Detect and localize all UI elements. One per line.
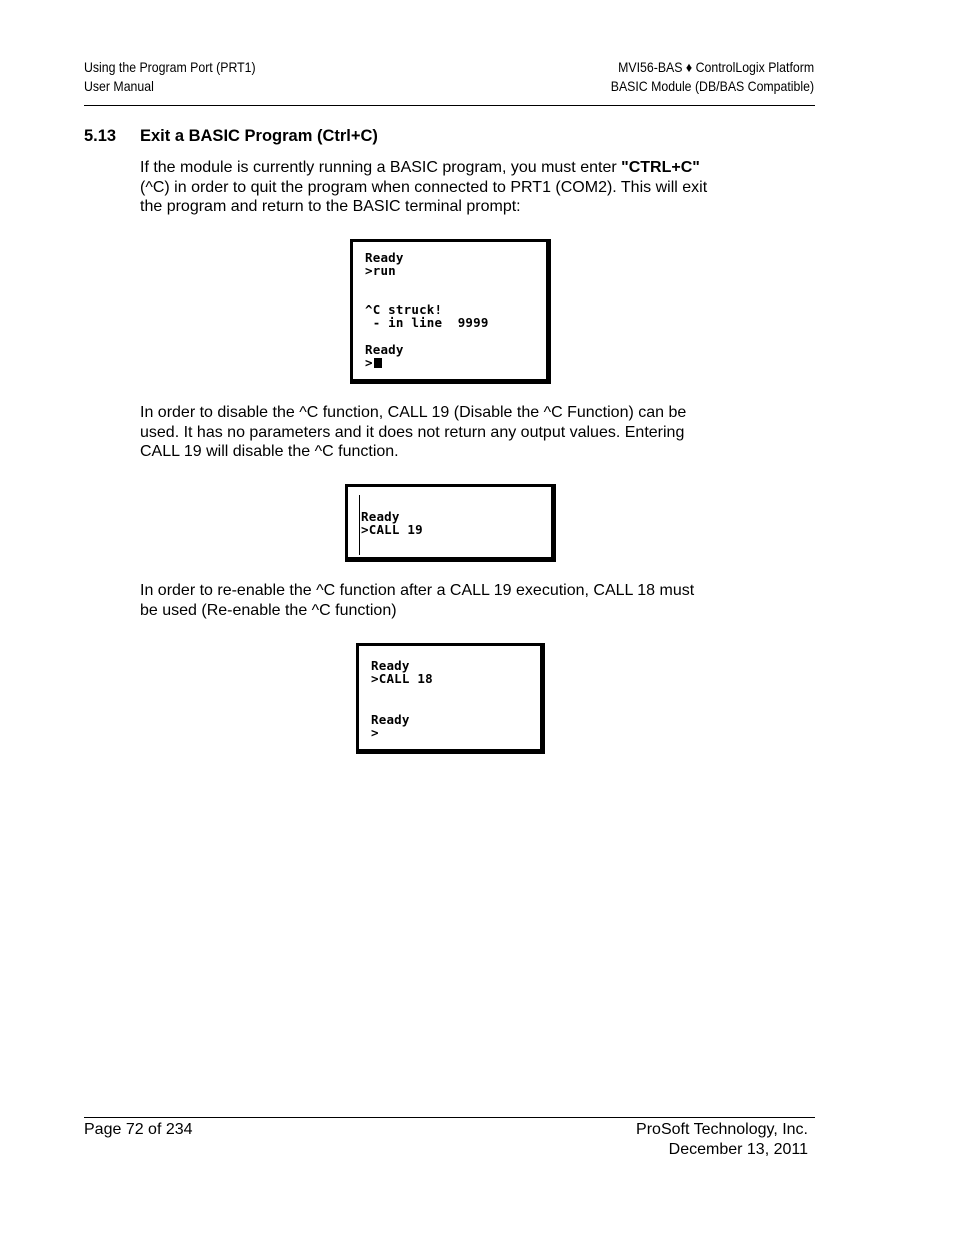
terminal1-line: Ready xyxy=(365,250,404,265)
footer-left xyxy=(84,1120,193,1140)
header-chapter: Using the Program Port (PRT1) xyxy=(84,59,256,75)
terminal3-line: Ready xyxy=(371,712,410,727)
footer-right xyxy=(636,1120,808,1159)
terminal3-line: Ready xyxy=(371,658,410,673)
cursor-block-icon xyxy=(374,358,382,368)
terminal-screenshot-call-19 xyxy=(345,484,556,562)
terminal1-prompt-symbol: > xyxy=(365,355,373,370)
section-title: Exit a BASIC Program (Ctrl+C) xyxy=(140,127,378,145)
terminal-screenshot-call-18 xyxy=(356,643,545,754)
terminal2-line: >CALL 19 xyxy=(361,522,423,537)
paragraph-ctrl-c-intro xyxy=(140,158,760,217)
terminal1-line: - in line 9999 xyxy=(365,315,489,330)
footer-company: ProSoft Technology, Inc. xyxy=(636,1121,808,1138)
footer-date: December 13, 2011 xyxy=(668,1140,808,1158)
terminal1-line: >run xyxy=(365,263,396,278)
header-module: BASIC Module (DB/BAS Compatible) xyxy=(610,78,814,94)
page-number: Page 72 of 234 xyxy=(84,1121,193,1138)
terminal-screenshot-ctrl-c xyxy=(350,239,551,384)
para1-ctrl-c-emphasis: "CTRL+C" xyxy=(621,159,700,176)
section-heading xyxy=(84,127,378,146)
para1-line2: (^C) in order to quit the program when connected to PRT1 (COM2). This will exit xyxy=(140,178,708,196)
header-product: MVI56-BAS ♦ ControlLogix Platform xyxy=(618,59,814,75)
terminal1-prompt xyxy=(365,356,382,369)
header-divider xyxy=(84,105,815,106)
terminal3-line: > xyxy=(371,725,379,740)
para3-line1: In order to re-enable the ^C function after a CALL 19 execution, CALL 18 must xyxy=(140,582,695,599)
terminal1-line: Ready xyxy=(365,342,404,357)
paragraph-call-18 xyxy=(140,581,760,620)
footer-divider xyxy=(84,1117,815,1118)
header-left xyxy=(84,58,256,96)
text-cursor-bar-icon xyxy=(359,495,360,555)
terminal1-line: ^C struck! xyxy=(365,302,443,317)
terminal2-line: Ready xyxy=(361,509,400,524)
para2-line2: used. It has no parameters and it does not return any output values. Entering xyxy=(140,423,685,441)
para3-line2: be used (Re-enable the ^C function) xyxy=(140,601,397,619)
para2-line1: In order to disable the ^C function, CALL 19 (Disable the ^C Function) can be xyxy=(140,404,687,421)
paragraph-call-19 xyxy=(140,403,760,462)
header-doc-type: User Manual xyxy=(84,78,154,94)
para1-line3: the program and return to the BASIC terminal prompt: xyxy=(140,198,521,215)
para1-line1-text: If the module is currently running a BASIC program, you must enter xyxy=(140,159,622,176)
header-right xyxy=(611,58,814,96)
terminal3-line: >CALL 18 xyxy=(371,671,433,686)
para2-line3: CALL 19 will disable the ^C function. xyxy=(140,443,399,460)
section-number: 5.13 xyxy=(84,127,117,145)
